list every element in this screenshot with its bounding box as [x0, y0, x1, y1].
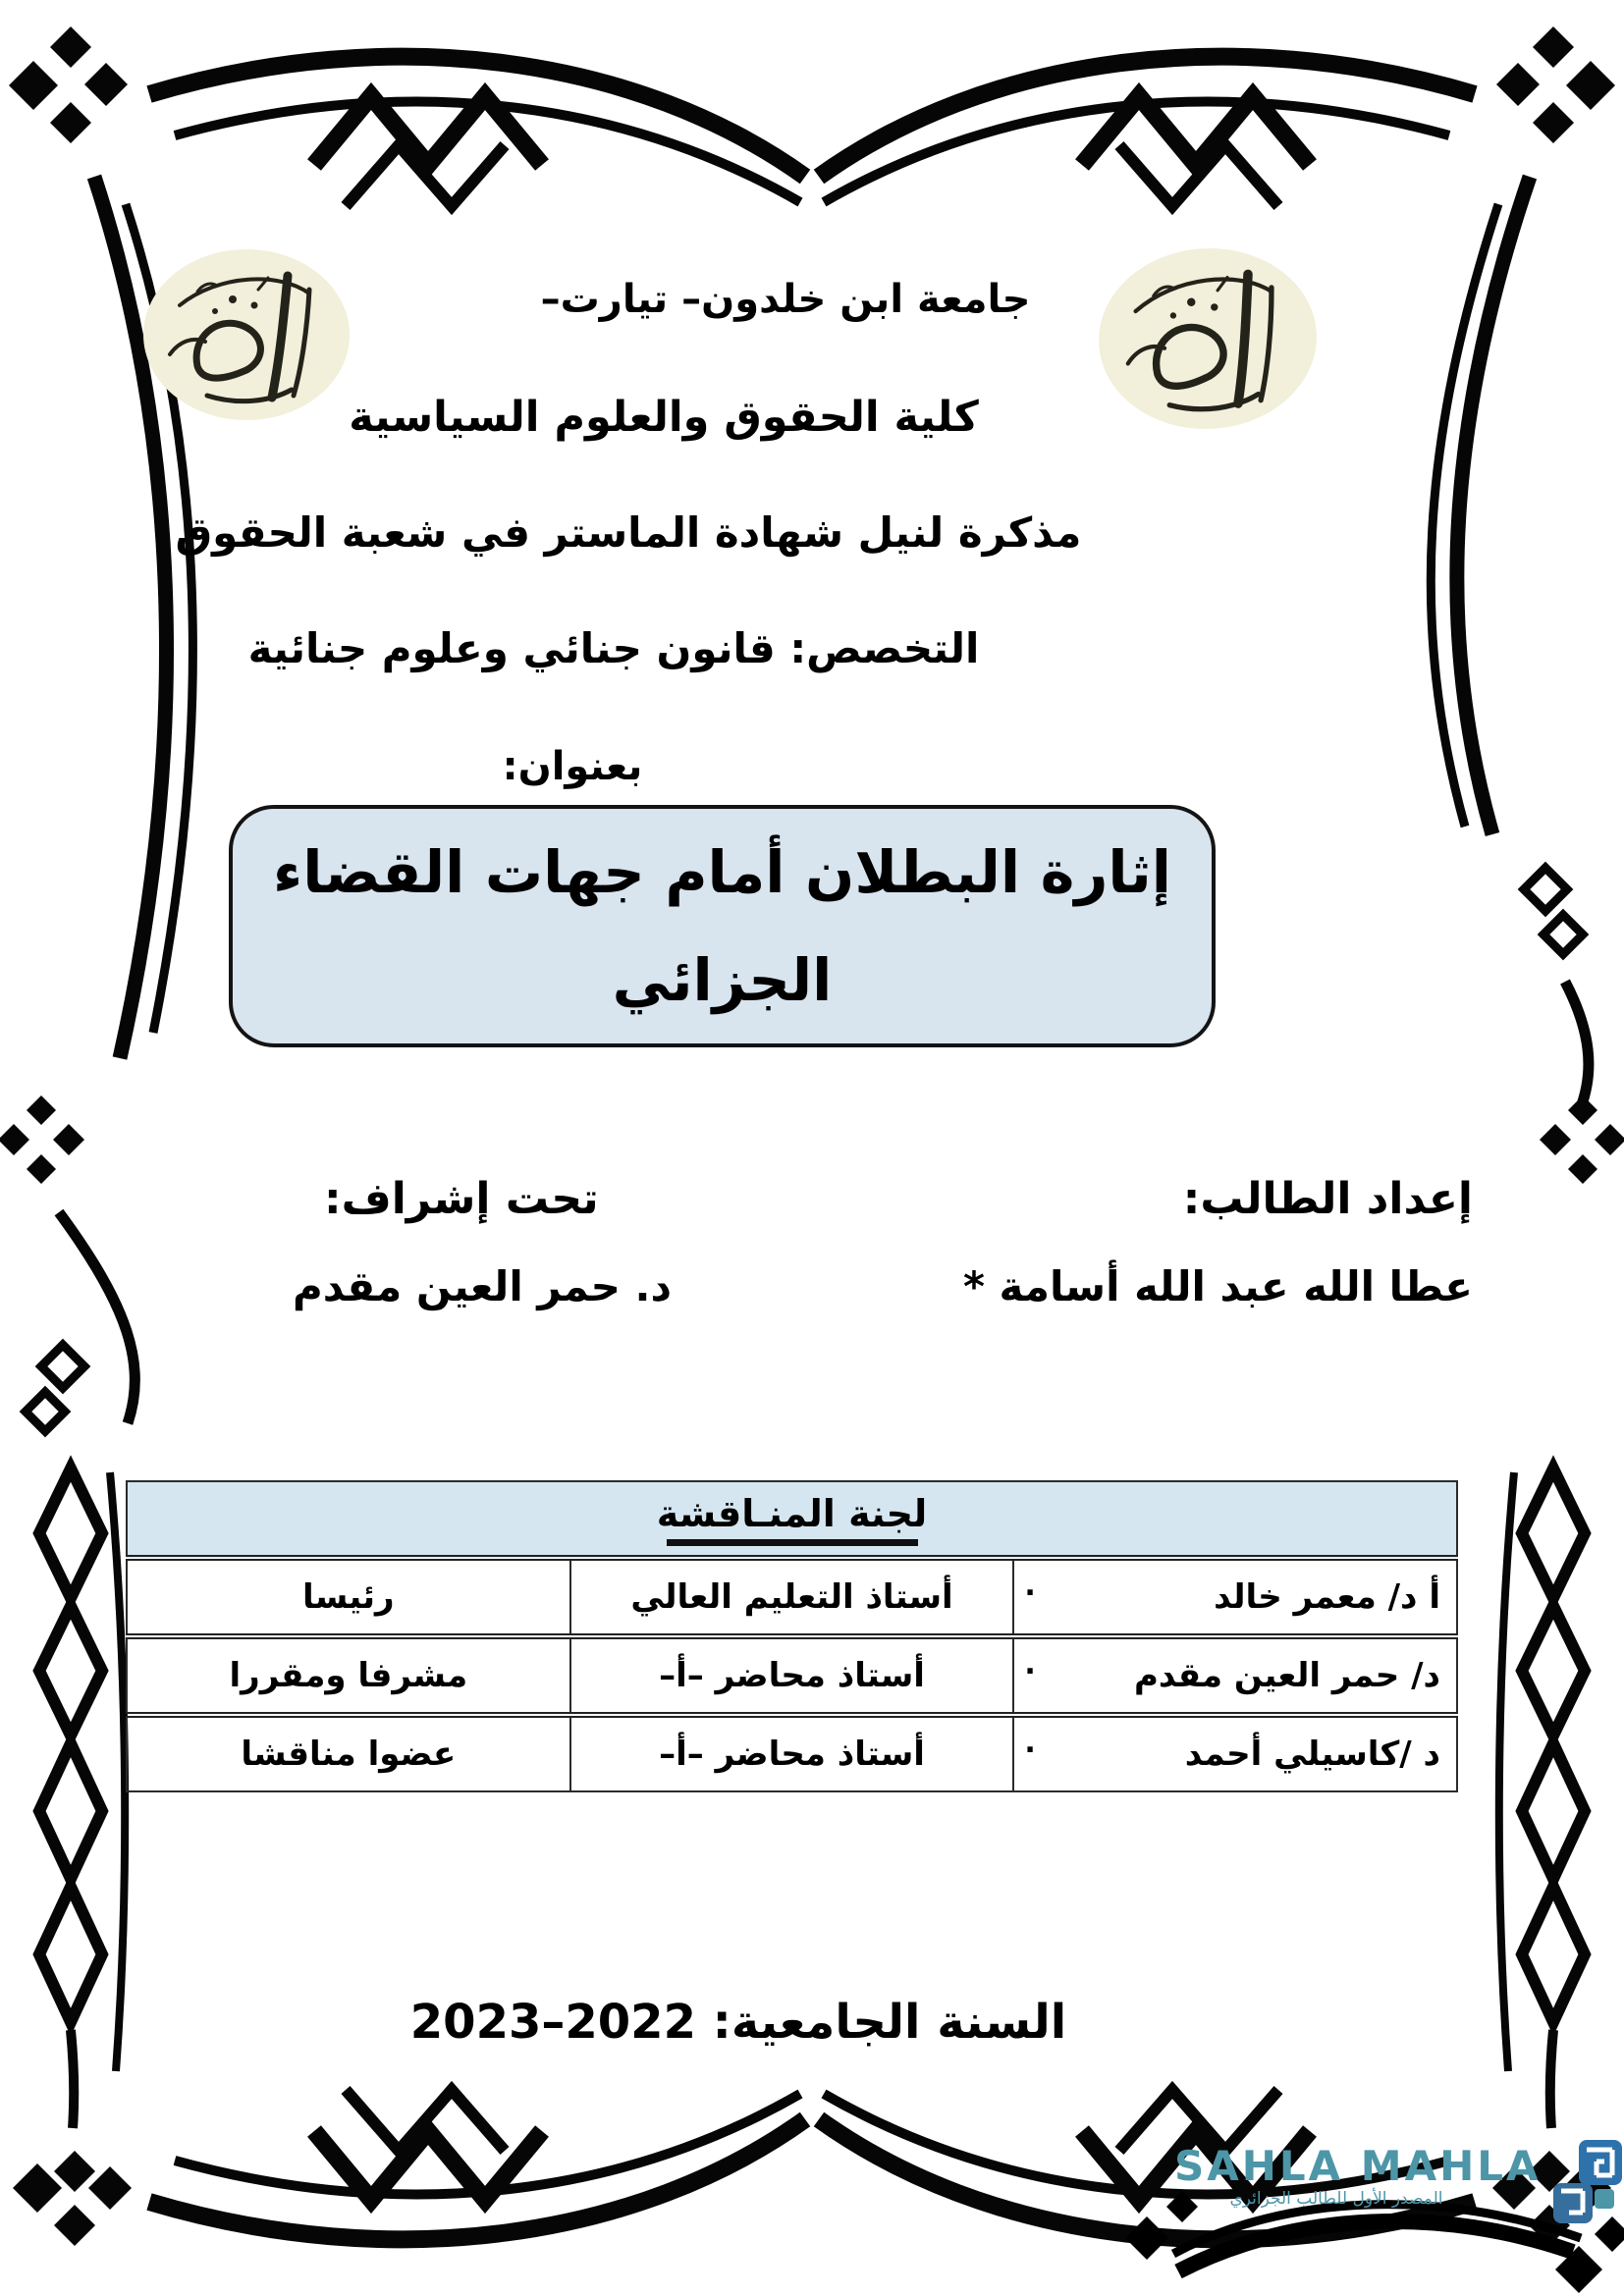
watermark-brand: SAHLA MAHLA: [1174, 2142, 1542, 2190]
member-rank-cell: أستاذ التعليم العالي: [570, 1558, 1014, 1636]
row-marker: .: [1024, 1569, 1036, 1603]
academic-year: السنة الجامعية: 2022–2023: [409, 1995, 1067, 2050]
member-name: د/ حمر العين مقدم: [1134, 1656, 1440, 1695]
table-row: [127, 1558, 1457, 1636]
thesis-title-line2: الجزائي: [612, 946, 833, 1014]
committee-title-underline: [667, 1539, 918, 1546]
university-name: جامعة ابن خلدون– تيارت–: [540, 277, 1031, 322]
member-role-cell: مشرفا ومقررا: [127, 1636, 570, 1715]
member-name-cell: [1013, 1715, 1457, 1791]
titled-label: بعنوان:: [502, 744, 643, 789]
member-name-cell: [1013, 1558, 1457, 1636]
row-marker: .: [1024, 1726, 1036, 1760]
university-seal-right: [1093, 233, 1323, 444]
prepared-by-label: إعداد الطالب:: [1182, 1174, 1473, 1224]
student-name: عطا الله عبد الله أسامة *: [962, 1262, 1473, 1310]
member-name: د /كاسيلي أحمد: [1184, 1735, 1440, 1774]
member-name: أ د/ معمر خالد: [1214, 1577, 1440, 1617]
specialty-line: التخصص: قانون جنائي وعلوم جنائية: [247, 624, 980, 672]
member-rank-cell: أستاذ محاضر –أ–: [570, 1636, 1014, 1715]
thesis-title-box: [229, 805, 1216, 1047]
sahla-mahla-logo-icon: [1553, 2140, 1622, 2224]
memoir-line: مذكرة لنيل شهادة الماستر في شعبة الحقوق: [175, 508, 1082, 557]
thesis-title-line1: إثارة البطلان أمام جهات القضاء: [273, 838, 1171, 906]
table-row: [127, 1636, 1457, 1715]
university-seal-left: [142, 248, 351, 421]
row-marker: .: [1024, 1647, 1036, 1682]
member-name-cell: [1013, 1636, 1457, 1715]
faculty-name: كلية الحقوق والعلوم السياسية: [349, 393, 979, 442]
committee-table: [126, 1480, 1458, 1792]
supervisor-name: د. حمر العين مقدم: [293, 1262, 673, 1310]
member-role-cell: رئيسا: [127, 1558, 570, 1636]
supervision-label: تحت إشراف:: [324, 1174, 599, 1224]
watermark-tagline: المصدر الأول للطالب الجزائري: [1229, 2189, 1443, 2209]
member-rank-cell: أستاذ محاضر –أ–: [570, 1715, 1014, 1791]
table-row: [127, 1715, 1457, 1791]
committee-title-cell: [127, 1481, 1457, 1558]
sahla-mahla-watermark: [1119, 2136, 1624, 2296]
member-role-cell: عضوا مناقشا: [127, 1715, 570, 1791]
committee-header-row: [127, 1481, 1457, 1558]
committee-title: لجنة المنـاقشة: [656, 1491, 928, 1535]
